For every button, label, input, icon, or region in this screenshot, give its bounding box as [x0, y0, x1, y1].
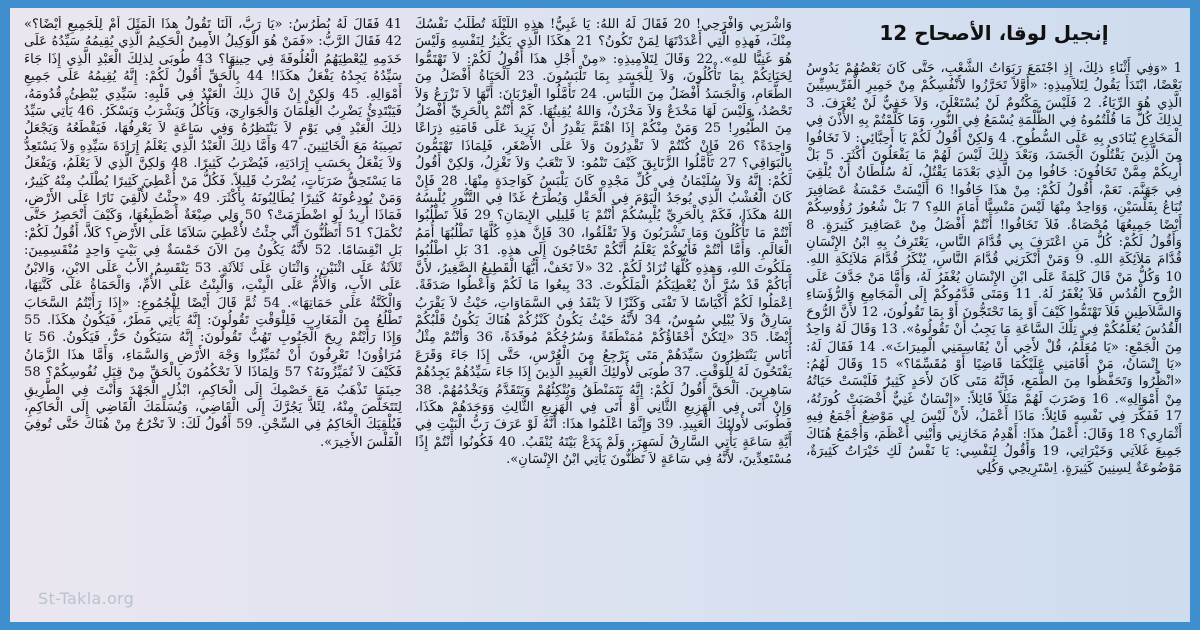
text-column-left [24, 16, 402, 576]
text-column-middle [415, 16, 792, 616]
verses-41-59: 41 فَقَالَ لَهُ بُطْرُسُ: «يَا رَبُّ، أَلَنَا تَقُولُ هذَا الْمَثَلَ أَمْ لِلْجَمِيعِ أَيْضًا؟» 42 فَقَالَ الرَّبُّ: «فَمَنْ هُوَ الْوَكِيلُ الأَمِينُ الْحَكِيمُ الَّذِي يُقِيمُهُ سَيِّدُهُ عَلَى خَدَمِهِ لِيُعْطِيَهُمُ الْعُلُوفَةَ فِي حِينِهَا؟ 43 طُوبَى لِذلِكَ الْعَبْدِ الَّذِي إِذَا جَاءَ سَيِّدُهُ يَجِدُهُ يَفْعَلُ هكَذَا! 44 بِالْحَقِّ أَقُولُ لَكُمْ: إِنَّهُ يُقِيمُهُ عَلَى جَمِيعِ أَمْوَالِهِ. 45 وَلكِنْ إِنْ قَالَ ذلِكَ الْعَبْدُ فِي قَلْبِهِ: سَيِّدِي يُبْطِئُ قُدُومَهُ، فَيَبْتَدِئُ يَضْرِبُ الْغِلْمَانَ وَالْجَوَارِيَ، وَيَأْكُلُ وَيَشْرَبُ وَيَسْكَرُ. 46 يَأْتِي سَيِّدُ ذلِكَ الْعَبْدِ فِي يَوْمٍ لاَ يَنْتَظِرُهُ وَفِي سَاعَةٍ لاَ يَعْرِفُهَا، فَيَقْطَعُهُ وَيَجْعَلُ نَصِيبَهُ مَعَ الْخَائِنِينَ. 47 وَأَمَّا ذلِكَ الْعَبْدُ الَّذِي يَعْلَمُ إِرَادَةَ سَيِّدِهِ وَلاَ يَسْتَعِدُّ وَلاَ يَفْعَلُ بِحَسَبِ إِرَادَتِهِ، فَيُضْرَبُ كَثِيرًا. 48 وَلكِنَّ الَّذِي لاَ يَعْلَمُ، وَيَفْعَلُ مَا يَسْتَحِقُّ ضَرَبَاتٍ، يُضْرَبُ قَلِيلاً. فَكُلُّ مَنْ أُعْطِيَ كَثِيرًا يُطْلَبُ مِنْهُ كَثِيرٌ، وَمَنْ يُودِعُونَهُ كَثِيرًا يُطَالِبُونَهُ بِأَكْثَرَ. 49 «جِئْتُ لأُلْقِيَ نَارًا عَلَى الأَرْضِ، فَمَاذَا أُرِيدُ لَوِ اضْطَرَمَتْ؟ 50 وَلِي صِبْغَةٌ أَصْطَبِغُهَا، وَكَيْفَ أَنْحَصِرُ حَتَّى تُكْمَلَ؟ 51 أَتَظُنُّونَ أَنِّي جِئْتُ لأُعْطِيَ سَلاَمًا عَلَى الأَرْضِ؟ كَلاَّ، أَقُولُ لَكُمْ: بَلِ انْقِسَامًا. 52 لأَنَّهُ يَكُونُ مِنَ الآنَ خَمْسَةٌ فِي بَيْتٍ وَاحِدٍ مُنْقَسِمِينَ: ثَلاَثَةٌ عَلَى اثْنَيْنِ، وَاثْنَانِ عَلَى ثَلاَثَةٍ. 53 يَنْقَسِمُ الأَبُ عَلَى الابْنِ، وَالابْنُ عَلَى الأَبِ، وَالأُمُّ عَلَى الْبِنْتِ، وَالْبِنْتُ عَلَى الأُمِّ، وَالْحَمَاةُ عَلَى كَنَّتِهَا، وَالْكَنَّةُ عَلَى حَمَاتِهَا». 54 ثُمَّ قَالَ أَيْضًا لِلْجُمُوعِ: «إِذَا رَأَيْتُمُ السَّحَابَ تَطْلُعُ مِنَ الْمَغَارِبِ فَلِلْوَقْتِ تَقُولُونَ: إِنَّهُ يَأْتِي مَطَرٌ، فَيَكُونُ هكَذَا. 55 وَإِذَا رَأَيْتُمْ رِيحَ الْجَنُوبِ تَهُبُّ تَقُولُونَ: إِنَّهُ سَيَكُونُ حَرٌّ، فَيَكُونُ. 56 يَا مُرَاؤُونَ! تَعْرِفُونَ أَنْ تُمَيِّزُوا وَجْهَ الأَرْضِ وَالسَّمَاءِ، وَأَمَّا هذَا الزَّمَانُ فَكَيْفَ لاَ تُمَيِّزُونَهُ؟ 57 وَلِمَاذَا لاَ تَحْكُمُونَ بِالْحَقِّ مِنْ قِبَلِ نُفُوسِكُمْ؟ 58 حِينَمَا تَذْهَبُ مَعَ خَصْمِكَ إِلَى الْحَاكِمِ، ابْذُلِ الْجَهْدَ وَأَنْتَ فِي الطَّرِيقِ لِتَتَخَلَّصَ مِنْهُ، لِئَلاَّ يَجُرَّكَ إِلَى الْقَاضِي، وَيُسَلِّمَكَ الْقَاضِي إِلَى الْحَاكِمِ، فَيُلْقِيَكَ الْحَاكِمُ فِي السِّجْنِ. 59 أَقُولُ لَكَ: لاَ تَخْرُجُ مِنْ هُنَاكَ حَتَّى تُوفِيَ الْفَلْسَ الأَخِيرَ». [24, 17, 402, 450]
scripture-page [10, 8, 1190, 622]
chapter-title: إنجيل لوقا، الأصحاح 12 [879, 21, 1109, 45]
site-watermark: St-Takla.org [38, 589, 135, 608]
verses-20-40: وَاشْرَبِي وَافْرَحِي! 20 فَقَالَ لَهُ اللهُ: يَا غَبِيُّ! هذِهِ اللَّيْلَةَ تُطْلَبُ نَفْسُكَ مِنْكَ، فَهذِهِ الَّتِي أَعْدَدْتَهَا لِمَنْ تَكُونُ؟ 21 هكَذَا الَّذِي يَكْنِزُ لِنَفْسِهِ وَلَيْسَ هُوَ غَنِيًّا للهِ». 22 وَقَالَ لِتَلاَمِيذِهِ: «مِنْ أَجْلِ هذَا أَقُولُ لَكُمْ: لاَ تَهْتَمُّوا لِحَيَاتِكُمْ بِمَا تَأْكُلُونَ، وَلاَ لِلْجَسَدِ بِمَا تَلْبَسُونَ. 23 اَلْحَيَاةُ أَفْضَلُ مِنَ الطَّعَامِ، وَالْجَسَدُ أَفْضَلُ مِنَ اللِّبَاسِ. 24 تَأَمَّلُوا الْغِرْبَانَ: أَنَّهَا لاَ تَزْرَعُ وَلاَ تَحْصُدُ، وَلَيْسَ لَهَا مَخْدَعٌ وَلاَ مَخْزَنٌ، وَاللهُ يُقِيتُهَا. كَمْ أَنْتُمْ بِالْحَرِيِّ أَفْضَلُ مِنَ الطُّيُورِ! 25 وَمَنْ مِنْكُمْ إِذَا اهْتَمَّ يَقْدِرُ أَنْ يَزِيدَ عَلَى قَامَتِهِ ذِرَاعًا وَاحِدَةً؟ 26 فَإِنْ كُنْتُمْ لاَ تَقْدِرُونَ وَلاَ عَلَى الأَصْغَرِ، فَلِمَاذَا تَهْتَمُّونَ بِالْبَوَاقِي؟ 27 تَأَمَّلُوا الزَّنَابِقَ كَيْفَ تَنْمُو: لاَ تَتْعَبُ وَلاَ تَغْزِلُ، وَلكِنْ أَقُولُ لَكُمْ: إِنَّهُ وَلاَ سُلَيْمَانُ فِي كُلِّ مَجْدِهِ كَانَ يَلْبَسُ كَوَاحِدَةٍ مِنْهَا. 28 فَإِنْ كَانَ الْعُشْبُ الَّذِي يُوجَدُ الْيَوْمَ فِي الْحَقْلِ وَيُطْرَحُ غَدًا فِي التَّنُّورِ يُلْبِسُهُ اللهُ هكَذَا، فَكَمْ بِالْحَرِيِّ يُلْبِسُكُمْ أَنْتُمْ يَا قَلِيلِي الإِيمَانِ؟ 29 فَلاَ تَطْلُبُوا أَنْتُمْ مَا تَأْكُلُونَ وَمَا تَشْرَبُونَ وَلاَ تَقْلَقُوا، 30 فَإِنَّ هذِهِ كُلَّهَا تَطْلُبُهَا أُمَمُ الْعَالَمِ. وَأَمَّا أَنْتُمْ فَأَبُوكُمْ يَعْلَمُ أَنَّكُمْ تَحْتَاجُونَ إِلَى هذِهِ. 31 بَلِ اطْلُبُوا مَلَكُوتَ اللهِ، وَهذِهِ كُلُّهَا تُزَادُ لَكُمْ. 32 «لاَ تَخَفْ، أَيُّهَا الْقَطِيعُ الصَّغِيرُ، لأَنَّ أَبَاكُمْ قَدْ سُرَّ أَنْ يُعْطِيَكُمُ الْمَلَكُوتَ. 33 بِيعُوا مَا لَكُمْ وَأَعْطُوا صَدَقَةً. اِعْمَلُوا لَكُمْ أَكْيَاسًا لاَ تَفْنَى وَكَنْزًا لاَ يَنْفَدُ فِي السَّمَاوَاتِ، حَيْثُ لاَ يَقْرَبُ سَارِقٌ وَلاَ يُبْلِي سُوسٌ، 34 لأَنَّهُ حَيْثُ يَكُونُ كَنْزُكُمْ هُنَاكَ يَكُونُ قَلْبُكُمْ أَيْضًا. 35 «لِتَكُنْ أَحْقَاؤُكُمْ مُمَنْطَقَةً وَسُرُجُكُمْ مُوقَدَةً، 36 وَأَنْتُمْ مِثْلُ أُنَاسٍ يَنْتَظِرُونَ سَيِّدَهُمْ مَتَى يَرْجِعُ مِنَ الْعُرْسِ، حَتَّى إِذَا جَاءَ وَقَرَعَ يَفْتَحُونَ لَهُ لِلْوَقْتِ. 37 طُوبَى لأُولئِكَ الْعَبِيدِ الَّذِينَ إِذَا جَاءَ سَيِّدُهُمْ يَجِدُهُمْ سَاهِرِينَ. اَلْحَقَّ أَقُولُ لَكُمْ: إِنَّهُ يَتَمَنْطَقُ وَيُتْكِئُهُمْ وَيَتَقَدَّمُ وَيَخْدُمُهُمْ. 38 وَإِنْ أَتَى فِي الْهَزِيعِ الثَّانِي أَوْ أَتَى فِي الْهَزِيعِ الثَّالِثِ وَوَجَدَهُمْ هكَذَا، فَطُوبَى لأُولئِكَ الْعَبِيدِ. 39 وَإِنَّمَا اعْلَمُوا هذَا: أَنَّهُ لَوْ عَرَفَ رَبُّ الْبَيْتِ فِي أَيَّةِ سَاعَةٍ يَأْتِي السَّارِقُ لَسَهِرَ، وَلَمْ يَدَعْ بَيْتَهُ يُنْقَبُ. 40 فَكُونُوا أَنْتُمْ إِذًا مُسْتَعِدِّينَ، لأَنَّهُ فِي سَاعَةٍ لاَ تَظُنُّونَ يَأْتِي ابْنُ الإِنْسَانِ». [415, 17, 792, 468]
text-column-right [806, 16, 1182, 616]
verses-1-19: 1 «وَفِي أَثْنَاءِ ذلِكَ، إِذِ اجْتَمَعَ رَبَوَاتُ الشَّعْبِ، حَتَّى كَانَ بَعْضُهُمْ يَدُوسُ بَعْضًا، ابْتَدَأَ يَقُولُ لِتَلاَمِيذِهِ: «أَوَّلاً تَحَرَّزُوا لأَنْفُسِكُمْ مِنْ خَمِيرِ الْفَرِّيسِيِّينَ الَّذِي هُوَ الرِّيَاءُ. 2 فَلَيْسَ مَكْتُومٌ لَنْ يُسْتَعْلَنَ، وَلاَ خَفِيٌّ لَنْ يُعْرَفَ. 3 لِذلِكَ كُلُّ مَا قُلْتُمُوهُ فِي الظُّلْمَةِ يُسْمَعُ فِي النُّورِ، وَمَا كَلَّمْتُمْ بِهِ الأُذْنَ فِي الْمَخَادِعِ يُنَادَى بِهِ عَلَى السُّطُوحِ. 4 وَلكِنْ أَقُولُ لَكُمْ يَا أَحِبَّائِي: لاَ تَخَافُوا مِنَ الَّذِينَ يَقْتُلُونَ الْجَسَدَ، وَبَعْدَ ذلِكَ لَيْسَ لَهُمْ مَا يَفْعَلُونَ أَكْثَرَ. 5 بَلْ أُرِيكُمْ مِمَّنْ تَخَافُونَ: خَافُوا مِنَ الَّذِي بَعْدَمَا يَقْتُلُ، لَهُ سُلْطَانٌ أَنْ يُلْقِيَ فِي جَهَنَّمَ. نَعَمْ، أَقُولُ لَكُمْ: مِنْ هذَا خَافُوا! 6 أَلَيْسَتْ خَمْسَةُ عَصَافِيرَ تُبَاعُ بِفَلْسَيْنِ، وَوَاحِدٌ مِنْهَا لَيْسَ مَنْسِيًّا أَمَامَ اللهِ؟ 7 بَلْ شُعُورُ رُؤُوسِكُمْ أَيْضًا جَمِيعُهَا مُحْصَاةٌ. فَلاَ تَخَافُوا! أَنْتُمْ أَفْضَلُ مِنْ عَصَافِيرَ كَثِيرَةٍ. 8 وَأَقُولُ لَكُمْ: كُلُّ مَنِ اعْتَرَفَ بِي قُدَّامَ النَّاسِ، يَعْتَرِفُ بِهِ ابْنُ الإِنْسَانِ قُدَّامَ مَلاَئِكَةِ اللهِ. 9 وَمَنْ أَنْكَرَنِي قُدَّامَ النَّاسِ، يُنْكَرُ قُدَّامَ مَلاَئِكَةِ اللهِ. 10 وَكُلُّ مَنْ قَالَ كَلِمَةً عَلَى ابْنِ الإِنْسَانِ يُغْفَرُ لَهُ، وَأَمَّا مَنْ جَدَّفَ عَلَى الرُّوحِ الْقُدُسِ فَلاَ يُغْفَرُ لَهُ. 11 وَمَتَى قَدَّمُوكُمْ إِلَى الْمَجَامِعِ وَالرُّؤَسَاءِ وَالسَّلاَطِينِ فَلاَ تَهْتَمُّوا كَيْفَ أَوْ بِمَا تَحْتَجُّونَ أَوْ بِمَا تَقُولُونَ، 12 لأَنَّ الرُّوحَ الْقُدُسَ يُعَلِّمُكُمْ فِي تِلْكَ السَّاعَةِ مَا يَجِبُ أَنْ تَقُولُوهُ». 13 وَقَالَ لَهُ وَاحِدٌ مِنَ الْجَمْعِ: «يَا مُعَلِّمُ، قُلْ لأَخِي أَنْ يُقَاسِمَنِي الْمِيرَاثَ». 14 فَقَالَ لَهُ: «يَا إِنْسَانُ، مَنْ أَقَامَنِي عَلَيْكُمَا قَاضِيًا أَوْ مُقَسِّمًا؟» 15 وَقَالَ لَهُمُ: «انْظُرُوا وَتَحَفَّظُوا مِنَ الطَّمَعِ، فَإِنَّهُ مَتَى كَانَ لأَحَدٍ كَثِيرٌ فَلَيْسَتْ حَيَاتُهُ مِنْ أَمْوَالِهِ». 16 وَضَرَبَ لَهُمْ مَثَلاً قَائِلاً: «إِنْسَانٌ غَنِيٌّ أَخْصَبَتْ كُورَتُهُ، 17 فَفَكَّرَ فِي نَفْسِهِ قَائِلاً: مَاذَا أَعْمَلُ، لأَنْ لَيْسَ لِي مَوْضِعٌ أَجْمَعُ فِيهِ أَثْمَارِي؟ 18 وَقَالَ: أَعْمَلُ هذَا: أَهْدِمُ مَخَازِنِي وَأَبْنِي أَعْظَمَ، وَأَجْمَعُ هُنَاكَ جَمِيعَ غَلاَتِي وَخَيْرَاتِي، 19 وَأَقُولُ لِنَفْسِي: يَا نَفْسُ لَكِ خَيْرَاتٌ كَثِيرَةٌ، مَوْضُوعَةٌ لِسِنِينَ كَثِيرَةٍ. اِسْتَرِيحِي وَكُلِي [806, 61, 1182, 477]
